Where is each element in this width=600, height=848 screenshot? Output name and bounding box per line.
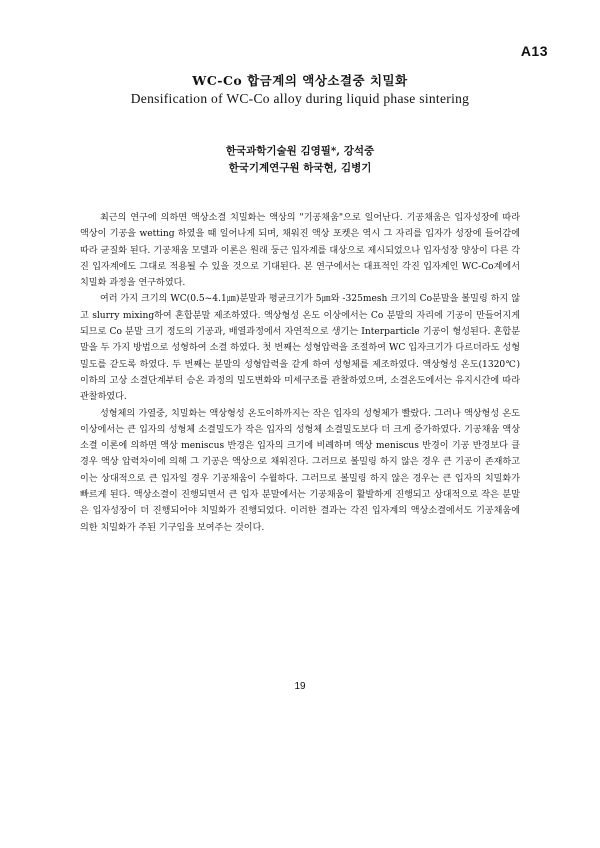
abstract-body — [80, 210, 520, 536]
paragraph-3: 성형체의 가열중, 치밀화는 액상형성 온도이하까지는 작은 입자의 성형체가 빨랐다. 그러나 액상형성 온도 이상에서는 큰 입자의 성형체 소결밀도가 작은 입자의 성형체 소결밀도보다 더 크게 증가하였다. 기공채움 액상소결 이론에 의하면 액상 meniscus 반경은 입자의 크기에 비례하며 액상 meniscus 반경이 기공 반경보다 클 경우 액상 압력차이에 의해 그 기공은 액상으로 채워진다. 그러므로 볼밀링 하지 않은 경우 큰 기공이 존재하고 이는 상대적으로 큰 입자일 경우 기공채움이 수월하다. 그러므로 볼밀링 하지 않은 경우는 큰 입자의 치밀화가 빠르게 된다. 액상소결이 진행되면서 큰 입자 분말에서는 기공채움이 활발하게 진행되고 상대적으로 작은 분말은 입자성장이 더 진행되어야 치밀화가 진행되었다. 이러한 결과는 각진 입자계의 액상소결에서도 기공채움에 의한 치밀화가 주된 기구임을 보여주는 것이다. — [80, 408, 520, 533]
paragraph-1: 최근의 연구에 의하면 액상소결 치밀화는 액상의 "기공채움"으로 일어난다. 기공채움은 입자성장에 따라 액상이 기공을 wetting 하였을 때 일어나게 되며, 채워진 액상 포켓은 역시 그 자리를 입자가 성장에 들어감에 따라 균질화 된다. 기공채움 모델과 이론은 원래 둥근 입자계를 대상으로 제시되었으나 입자성장 양상이 다른 각진 입자계에도 그대로 적용될 수 있을 것으로 기대된다. 본 연구에서는 대표적인 각진 입자계인 WC-Co계에서 치밀화 과정을 연구하였다. — [80, 213, 520, 289]
author-line-1: 한국과학기술원 김영필*, 강석중 — [225, 145, 375, 157]
author-block — [0, 143, 600, 177]
korean-title: WC-Co 합금계의 액상소결중 치밀화 — [192, 73, 408, 88]
page-id: A13 — [520, 43, 548, 59]
page-number: 19 — [294, 681, 306, 692]
author-line-2: 한국기계연구원 하국현, 김병기 — [228, 162, 372, 174]
paragraph-2: 여러 가지 크기의 WC(0.5~4.1㎛)분말과 평균크기가 5㎛와 -325mesh 크기의 Co분말을 볼밀링 하지 않고 slurry mixing하여 혼합분말 제조하였다. 액상형성 온도 이상에서는 Co 분말의 자리에 기공이 만들어지게 되므로 Co 분말 크기 정도의 기공과, 배열과정에서 자연적으로 생기는 Interparticle 기공이 형성된다. 혼합분말을 두 가지 방법으로 성형하여 소결 하였다. 첫 번째는 성형압력을 조절하여 WC 입자크기가 다르더라도 성형 밀도를 같도록 하였다. 두 번째는 분말의 성형압력을 같게 하여 성형체를 제조하였다. 액상형성 온도(1320℃)이하의 고상 소결단계부터 승온 과정의 밀도변화와 미세구조를 관찰하였으며, 소결온도에서는 유지시간에 따라 관찰하였다. — [80, 294, 520, 403]
english-title: Densification of WC-Co alloy during liquid phase sintering — [130, 91, 470, 106]
